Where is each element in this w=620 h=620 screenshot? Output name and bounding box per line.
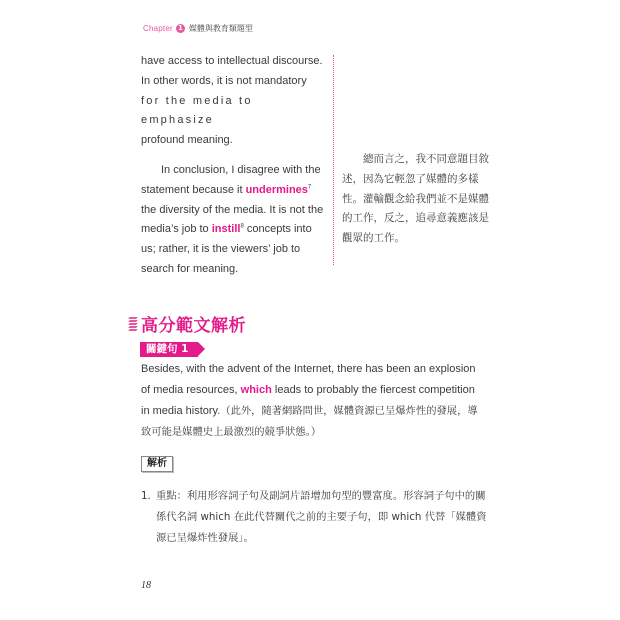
key-sentence-translation: （此外，隨著網路問世，媒體資源已呈爆炸性的發展，導致可能是媒體史上最激烈的競爭狀態。） (141, 405, 478, 438)
essay-line: profound meaning. (141, 134, 233, 147)
page-number: 18 (141, 580, 151, 591)
chinese-translation: 總而言之，我不同意題目敘述，因為它輕忽了媒體的多樣性。灌輸觀念給我們並不是媒體的工作，反之，追尋意義應該是觀眾的工作。 (342, 153, 489, 245)
point-number: 1. (141, 490, 151, 502)
chapter-number-badge: 1 (176, 24, 185, 33)
chapter-label: Chapter (143, 24, 173, 33)
keyword-instill: instill (211, 223, 241, 236)
stripes-decoration-icon (129, 317, 137, 331)
key-sentence-tag: 關鍵句 1 (140, 342, 198, 357)
essay-text: In conclusion, I disagree with the statement because it (141, 164, 321, 196)
point-text: 重點：利用形容詞子句及副詞片語增加句型的豐富度。形容詞子句中的關係代名詞 which 在此代替關代之前的主要子句，即 which 代替「媒體資源已呈爆炸性發展」。 (156, 490, 487, 544)
essay-line: have access to intellectual discourse. (141, 55, 323, 67)
keyword-which: which (240, 384, 272, 396)
running-head (143, 23, 253, 34)
essay-paragraph-2 (141, 161, 326, 280)
essay-paragraph-1 (141, 52, 326, 151)
chapter-title: 媒體與教育類題型 (188, 24, 253, 33)
analysis-point (141, 486, 491, 549)
key-sentence (141, 359, 486, 443)
key-sentence-text: leads to probably the fiercest competition in media history. (141, 384, 475, 417)
column-divider (333, 55, 334, 265)
footnote-ref-7: 7 (307, 184, 312, 191)
section-heading (129, 311, 246, 336)
essay-text: concepts into us; rather, it is the viewers’ job to search for meaning. (141, 223, 312, 275)
essay-line: In other words, it is not mandatory (141, 74, 307, 87)
footnote-ref-8: 8 (240, 223, 244, 230)
keyword-undermines: undermines (245, 183, 308, 196)
essay-text: the diversity of the media. It is not the media’s job to (141, 203, 324, 236)
key-sentence-text: Besides, with the advent of the Internet, there has been an explosion of media resources, (141, 363, 476, 396)
analysis-list (141, 486, 491, 549)
essay-line: for the media to emphasize (141, 94, 253, 127)
section-title: 高分範文解析 (141, 316, 246, 336)
analysis-label: 解析 (141, 456, 173, 472)
